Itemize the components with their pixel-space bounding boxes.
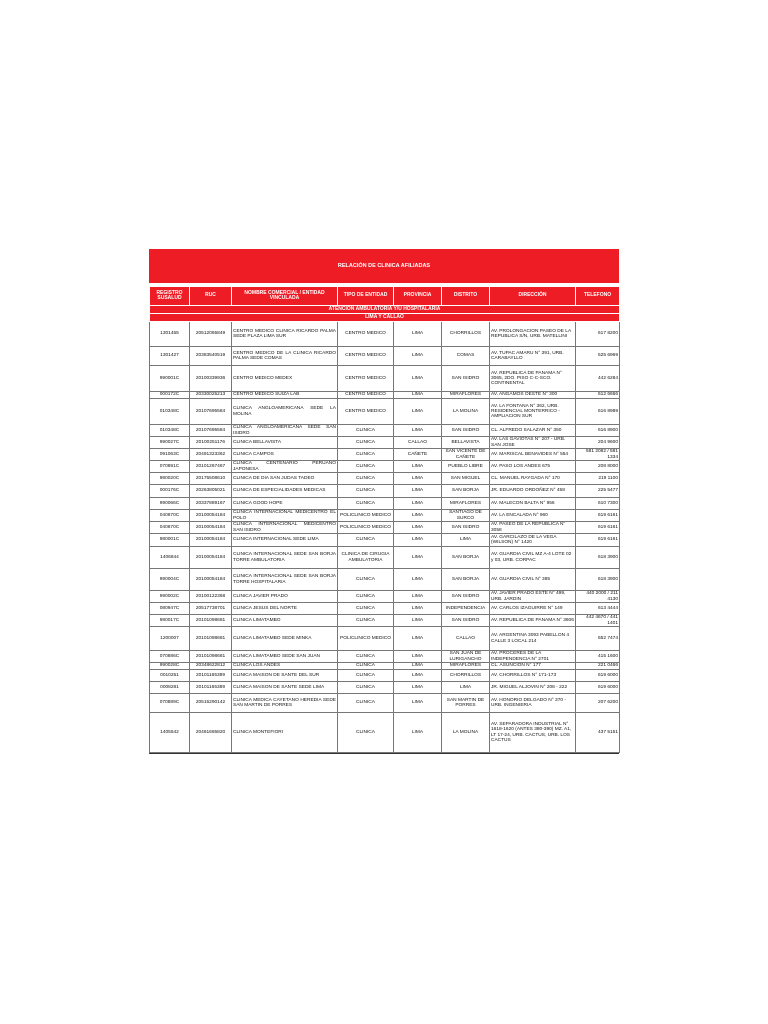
cell-ruc: 20175508610 [190, 473, 232, 485]
cell-tipo: CLINICA [338, 534, 394, 547]
cell-name: CLINICA INTERNACIONAL MEDICENTRO SAN ISIDRO [233, 522, 336, 533]
cell-name: CLINICA CAMPOS [232, 449, 338, 461]
cell-ruc: 20100054184 [190, 522, 232, 534]
cell-ruc: 20101267467 [190, 461, 232, 473]
cell-tipo: CLINICA [338, 615, 394, 627]
header-telefono: TELEFONO [576, 287, 620, 306]
cell-tel: 207 6200 [576, 694, 620, 713]
table-row [150, 322, 620, 347]
table-row [150, 663, 620, 670]
cell-reg: 040670C [150, 522, 190, 534]
cell-prov: LIMA [394, 547, 442, 569]
cell-prov: LIMA [394, 322, 442, 347]
table-row [150, 485, 620, 498]
section-row [150, 314, 620, 322]
cell-tel: 225 5477 [576, 485, 620, 498]
cell-dir: CL. ALFREDO SALAZAR N° 350 [490, 425, 576, 437]
cell-dir: CL. MANUEL RAYGADA N° 170 [490, 473, 576, 485]
cell-dist: MIRAFLORES [442, 663, 490, 670]
cell-dir: CL. ASUNCION N° 177 [490, 663, 576, 670]
cell-ruc: 20101165389 [190, 682, 232, 694]
cell-dir: AV. PASO LOS ANDES 675 [490, 461, 576, 473]
table-row [150, 534, 620, 547]
cell-tel: 619 6000 [576, 670, 620, 682]
cell-name: CLINICA LIMATAMBO SEDE MINKA [232, 627, 338, 651]
cell-reg: 980001C [150, 534, 190, 547]
cell-dir: AV. MALECON BALTA N° 956 [490, 498, 576, 510]
table-row [150, 473, 620, 485]
cell-prov: LIMA [394, 682, 442, 694]
cell-tipo: CLINICA [338, 670, 394, 682]
table-row [150, 682, 620, 694]
cell-dist: LA MOLINA [442, 399, 490, 425]
cell-dir: AV. SEPARADORA INDUSTRIAL N° 1618-1620 (ANTES 380-390) MZ. A1, LT 17-24, URB. CACTUS, URB. LOS CACTUS [490, 713, 576, 753]
cell-tel: 610 7300 [576, 498, 620, 510]
cell-dist: CHORRILLOS [442, 322, 490, 347]
cell-dir: AV. PROLONGACION PASEO DE LA REPUBLICA S/N, URB. MATELLINI [490, 322, 576, 347]
cell-ruc: 20101098681 [190, 615, 232, 627]
cell-reg: 1405542 [150, 713, 190, 753]
table-row [150, 425, 620, 437]
cell-tel: 619 6000 [576, 682, 620, 694]
cell-dir: AV. CARLOS IZAGUIRRE N° 149 [490, 603, 576, 615]
cell-tipo: CLINICA [338, 449, 394, 461]
cell-name: CENTRO MEDICO CLINICA RICARDO PALMA SEDE PLAZA LIMA SUR [232, 322, 338, 347]
cell-tipo: CLINICA [338, 663, 394, 670]
cell-name: CLINICA LIMATAMBO SEDE SAN JUAN [232, 651, 338, 663]
header-registro: REGISTRO SUSALUD [150, 287, 190, 306]
cell-name: CLINICA LIMATAMBO [232, 615, 338, 627]
cell-prov: LIMA [394, 603, 442, 615]
cell-ruc: 20100054184 [190, 547, 232, 569]
cell-prov: LIMA [394, 485, 442, 498]
cell-dir: AV. GARCILAZO DE LA VEGA (WILSON) N° 1420 [490, 534, 576, 547]
header-tipo: TIPO DE ENTIDAD [338, 287, 394, 306]
cell-name: CLINICA LOS ANDES [232, 663, 338, 670]
cell-dist: SAN ISIDRO [442, 425, 490, 437]
cell-dir: AV. LA ENCALADA N° 960 [490, 510, 576, 522]
cell-dir: JR. MIGUEL ALJOVIN N° 208 - 222 [490, 682, 576, 694]
cell-tel: 581 2082 / 581 1334 [576, 449, 620, 461]
section-subtitle: LIMA Y CALLAO [150, 314, 620, 322]
cell-reg: 010348C [150, 399, 190, 425]
cell-dist: SANTIAGO DE SURCO [442, 510, 490, 522]
cell-dist: SAN ISIDRO [442, 615, 490, 627]
cell-ruc: 20337889167 [190, 498, 232, 510]
table-row [150, 569, 620, 591]
cell-tipo: CLINICA [338, 591, 394, 603]
cell-reg: 0010251 [150, 670, 190, 682]
cell-prov: CAÑETE [394, 449, 442, 461]
cell-reg: 990028C [150, 663, 190, 670]
cell-prov: LIMA [394, 615, 442, 627]
cell-name: CLINICA JAVIER PRADO [232, 591, 338, 603]
cell-dist: PUEBLO LIBRE [442, 461, 490, 473]
cell-dist: BELLAVISTA [442, 437, 490, 449]
table-row [150, 498, 620, 510]
cell-tel: 442 6284 [576, 366, 620, 392]
cell-reg: 091063C [150, 449, 190, 461]
cell-name: CLINICA GOOD HOPE [232, 498, 338, 510]
cell-name: CLINICA INTERNACIONAL MEDICENTRO EL POLO [233, 510, 336, 521]
cell-dir: AV. ANGAMOS OESTE N° 300 [490, 392, 576, 399]
cell-prov: LIMA [394, 399, 442, 425]
cell-reg: 1301455 [150, 322, 190, 347]
cell-ruc: 20263805021 [190, 485, 232, 498]
cell-tel: 619 6161 [576, 510, 620, 522]
cell-tipo: POLICLINICO MEDICO [338, 522, 394, 534]
cell-prov: LIMA [394, 461, 442, 473]
cell-ruc: 20100251176 [190, 437, 232, 449]
table-row [150, 437, 620, 449]
cell-name: CENTRO MEDICO MEDEX [232, 366, 338, 392]
cell-prov: LIMA [394, 522, 442, 534]
cell-tipo: CLINICA [338, 651, 394, 663]
cell-dir: AV. GUARDIA CIVIL N° 385 [490, 569, 576, 591]
cell-name: CLINICA MAISON DE SANTE DEL SUR [232, 670, 338, 682]
cell-tel: 619 6161 [576, 534, 620, 547]
cell-dir: AV. PROCERES DE LA INDEPENDENCIA N° 2701 [490, 651, 576, 663]
cell-tipo: CLINICA [338, 425, 394, 437]
cell-prov: LIMA [394, 694, 442, 713]
cell-prov: LIMA [394, 425, 442, 437]
cell-dir: AV. PASEO DE LA REPUBLICA N° 3058 [490, 522, 576, 534]
cell-tel: 616 8989 [576, 399, 620, 425]
cell-reg: 070886C [150, 651, 190, 663]
cell-ruc: 20512065849 [190, 322, 232, 347]
clinic-table [149, 286, 620, 753]
cell-dist: MIRAFLORES [442, 498, 490, 510]
cell-tel: 616 8900 [576, 425, 620, 437]
cell-ruc: 20101098681 [190, 627, 232, 651]
cell-name: CLINICA INTERNACIONAL SEDE LIMA [232, 534, 338, 547]
cell-tel: 619 6161 [576, 522, 620, 534]
header-provincia: PROVINCIA [394, 287, 442, 306]
cell-prov: LIMA [394, 347, 442, 366]
cell-reg: 1406844 [150, 547, 190, 569]
cell-reg: 000172C [150, 392, 190, 399]
cell-dir: AV. JAVIER PRADO ESTE N° 499, URB. JARDIN [490, 591, 576, 603]
cell-tel: 525 6969 [576, 347, 620, 366]
cell-dist: SAN BORJA [442, 569, 490, 591]
cell-ruc: 20101165389 [190, 670, 232, 682]
cell-dist: SAN JUAN DE LURIGANCHO [442, 651, 490, 663]
cell-reg: 070891C [150, 461, 190, 473]
cell-prov: LIMA [394, 473, 442, 485]
cell-name: CLINICA INTERNACIONAL SEDE SAN BORJA TORRE AMBULATORIA [232, 547, 338, 569]
cell-tipo: CENTRO MEDICO [338, 399, 394, 425]
table-row [150, 627, 620, 651]
header-ruc: RUC [190, 287, 232, 306]
header-nombre: NOMBRE COMERCIAL / ENTIDAD VINCULADA [232, 287, 338, 306]
cell-dist: SAN MARTIN DE PORRES [442, 694, 490, 713]
cell-dist: LIMA [442, 534, 490, 547]
cell-tel: 415 1600 [576, 651, 620, 663]
cell-ruc: 20515290142 [190, 694, 232, 713]
cell-prov: LIMA [394, 392, 442, 399]
cell-name: CLINICA MAISON DE SANTE SEDE LIMA [232, 682, 338, 694]
cell-dir: AV. CHORRILLOS N° 171-173 [490, 670, 576, 682]
cell-ruc: 20100054184 [190, 569, 232, 591]
cell-reg: 1301427 [150, 347, 190, 366]
table-row [150, 547, 620, 569]
cell-tel: 204 9600 [576, 437, 620, 449]
cell-dist: SAN MIGUEL [442, 473, 490, 485]
cell-reg: 040670C [150, 510, 190, 522]
document-title: RELACIÓN DE CLINICA AFILIADAS [149, 249, 619, 283]
cell-dir: AV. LA FONTANA N° 362, URB. RESIDENCIAL MONTERRICO - AMPLIACION SUR [490, 399, 576, 425]
cell-name: CENTRO MEDICO SUIZA LAB [232, 392, 338, 399]
cell-dir: AV. LAS GAVIOTAS N° 207 - URB. SAN JOSE [490, 437, 576, 449]
cell-tipo: CLINICA [338, 498, 394, 510]
cell-tel: 617 8200 [576, 322, 620, 347]
cell-reg: 990001C [150, 366, 190, 392]
cell-prov: LIMA [394, 366, 442, 392]
cell-tipo: CENTRO MEDICO [338, 322, 394, 347]
cell-prov: LIMA [394, 713, 442, 753]
header-distrito: DISTRITO [442, 287, 490, 306]
cell-tel: 221 0466 [576, 663, 620, 670]
cell-reg: 010348C [150, 425, 190, 437]
table-row [150, 522, 620, 534]
cell-dir: AV. TUPAC AMARU N° 391, URB. CARABAYLLO [490, 347, 576, 366]
cell-prov: LIMA [394, 663, 442, 670]
cell-name: CLINICA BELLAVISTA [232, 437, 338, 449]
cell-ruc: 20383540519 [190, 347, 232, 366]
table-row [150, 615, 620, 627]
cell-ruc: 20491323362 [190, 449, 232, 461]
table-row [150, 603, 620, 615]
cell-tipo: CLINICA [338, 461, 394, 473]
cell-tel: 612 6666 [576, 392, 620, 399]
cell-reg: 980017C [150, 615, 190, 627]
cell-prov: LIMA [394, 534, 442, 547]
cell-tipo: CLINICA [338, 437, 394, 449]
cell-dist: LA MOLINA [442, 713, 490, 753]
cell-reg: 080947C [150, 603, 190, 615]
cell-prov: CALLAO [394, 437, 442, 449]
cell-tipo: POLICLINICO MEDICO [338, 510, 394, 522]
cell-dist: SAN ISIDRO [442, 591, 490, 603]
cell-tipo: CLINICA [338, 713, 394, 753]
cell-tipo: CLINICA [338, 569, 394, 591]
cell-tipo: CENTRO MEDICO [338, 347, 394, 366]
table-row [150, 347, 620, 366]
cell-prov: LIMA [394, 670, 442, 682]
cell-tipo: POLICLINICO MEDICO [338, 627, 394, 651]
cell-tel: 652 7474 [576, 627, 620, 651]
cell-tipo: CENTRO MEDICO [338, 366, 394, 392]
cell-prov: LIMA [394, 627, 442, 651]
cell-tipo: CLINICA DE CIRUGIA AMBULATORIA [338, 547, 394, 569]
cell-ruc: 20107695584 [190, 399, 232, 425]
table-row [150, 651, 620, 663]
cell-tipo: CLINICA [338, 694, 394, 713]
cell-name: CENTRO MEDICO DE LA CLINICA RICARDO PALMA SEDE COMAS [232, 347, 338, 366]
table-row [150, 461, 620, 473]
cell-dir: JR. EDUARDO ORDOÑEZ N° 458 [490, 485, 576, 498]
cell-tel: 208 8000 [576, 461, 620, 473]
cell-dir: AV. MARISCAL BENAVIDES N° 554 [490, 449, 576, 461]
cell-tel: 618 3900 [576, 569, 620, 591]
cell-ruc: 20348622812 [190, 663, 232, 670]
cell-dir: AV. REPUBLICA DE PANAMA N° 3606 [490, 615, 576, 627]
header-row [150, 287, 620, 306]
cell-prov: LIMA [394, 510, 442, 522]
table-row [150, 399, 620, 425]
table-row [150, 591, 620, 603]
cell-dist: COMAS [442, 347, 490, 366]
cell-dir: AV. GUARDIA CIVIL MZ A-4 LOTE 02 y 03, URB. CORPAC [490, 547, 576, 569]
table-row [150, 670, 620, 682]
cell-reg: 990004C [150, 569, 190, 591]
cell-dist: CALLAO [442, 627, 490, 651]
cell-dist: LIMA [442, 682, 490, 694]
cell-tel: 437 5151 [576, 713, 620, 753]
cell-ruc: 20107695584 [190, 425, 232, 437]
cell-tipo: CLINICA [338, 485, 394, 498]
cell-ruc: 20100054184 [190, 510, 232, 522]
cell-ruc: 20100054184 [190, 534, 232, 547]
cell-tel: 440 2000 / 211 4130 [576, 591, 620, 603]
cell-dist: SAN ISIDRO [442, 522, 490, 534]
cell-prov: LIMA [394, 569, 442, 591]
section-title: ATENCIÓN AMBULATORIA Y/U HOSPITALARIA [150, 306, 620, 314]
cell-ruc: 20517738701 [190, 603, 232, 615]
table-row [150, 449, 620, 461]
cell-reg: 990002C [150, 591, 190, 603]
cell-dir: AV. REPUBLICA DE PANAMA N° 3065, 2DO. PISO C-C-SCO. CONTINENTAL [490, 366, 576, 392]
table-row [150, 713, 620, 753]
cell-reg: 980020C [150, 473, 190, 485]
cell-tel: 613 4444 [576, 603, 620, 615]
cell-name: CLINICA INTERNACIONAL SEDE SAN BORJA TORRE HOSPITALARIA [232, 569, 338, 591]
cell-dist: SAN BORJA [442, 547, 490, 569]
cell-ruc: 20100339936 [190, 366, 232, 392]
cell-tel: 618 3900 [576, 547, 620, 569]
table-row [150, 510, 620, 522]
table-row [150, 366, 620, 392]
cell-dist: CHORRILLOS [442, 670, 490, 682]
cell-dist: MIRAFLORES [442, 392, 490, 399]
header-direccion: DIRECCIÓN [490, 287, 576, 306]
cell-ruc: 20100122368 [190, 591, 232, 603]
cell-name: CLINICA DE DIA SAN JUDAS TADEO [232, 473, 338, 485]
cell-dir: AV. HONORIO DELGADO N° 370 - URB. INGENIERIA [490, 694, 576, 713]
cell-name: CLINICA MEDICA CAYETANO HEREDIA SEDE SAN MARTIN DE PORRES [232, 694, 338, 713]
cell-reg: 990027C [150, 437, 190, 449]
cell-tel: 442 4670 / 441 1401 [576, 615, 620, 627]
cell-tel: 219 1100 [576, 473, 620, 485]
document [149, 249, 619, 754]
cell-name: CLINICA CENTENARIO PERUANO JAPONESA [233, 461, 336, 472]
cell-name: CLINICA MONTEFIORI [232, 713, 338, 753]
cell-tipo: CLINICA [338, 473, 394, 485]
section-row [150, 306, 620, 314]
cell-ruc: 20330025213 [190, 392, 232, 399]
cell-dir: AV. ARGENTINA 3093 PABELLON 4 CALLE 3 LOCAL 214 [490, 627, 576, 651]
table-row [150, 694, 620, 713]
cell-dist: INDEPENDENCIA [442, 603, 490, 615]
cell-prov: LIMA [394, 591, 442, 603]
cell-ruc: 20461665820 [190, 713, 232, 753]
cell-reg: 000176C [150, 485, 190, 498]
cell-reg: 0008281 [150, 682, 190, 694]
cell-tipo: CLINICA [338, 682, 394, 694]
cell-ruc: 20101098681 [190, 651, 232, 663]
cell-prov: LIMA [394, 651, 442, 663]
cell-reg: 990066C [150, 498, 190, 510]
cell-name: CLINICA JESUS DEL NORTE [232, 603, 338, 615]
cell-name: CLINICA ANGLOAMERICANA SEDE LA MOLINA [232, 399, 338, 425]
cell-name: CLINICA DE ESPECIALIDADES MEDICAS [232, 485, 338, 498]
cell-prov: LIMA [394, 498, 442, 510]
cell-tipo: CENTRO MEDICO [338, 392, 394, 399]
cell-tipo: CLINICA [338, 603, 394, 615]
cell-dist: SAN BORJA [442, 485, 490, 498]
cell-reg: 070889C [150, 694, 190, 713]
cell-reg: 1200007 [150, 627, 190, 651]
bottom-rule [149, 753, 619, 754]
table-row [150, 392, 620, 399]
cell-name: CLINICA ANGLOAMERICANA SEDE SAN ISIDRO [233, 425, 336, 436]
cell-dist: SAN ISIDRO [442, 366, 490, 392]
cell-dist: SAN VICENTE DE CAÑETE [442, 449, 490, 461]
